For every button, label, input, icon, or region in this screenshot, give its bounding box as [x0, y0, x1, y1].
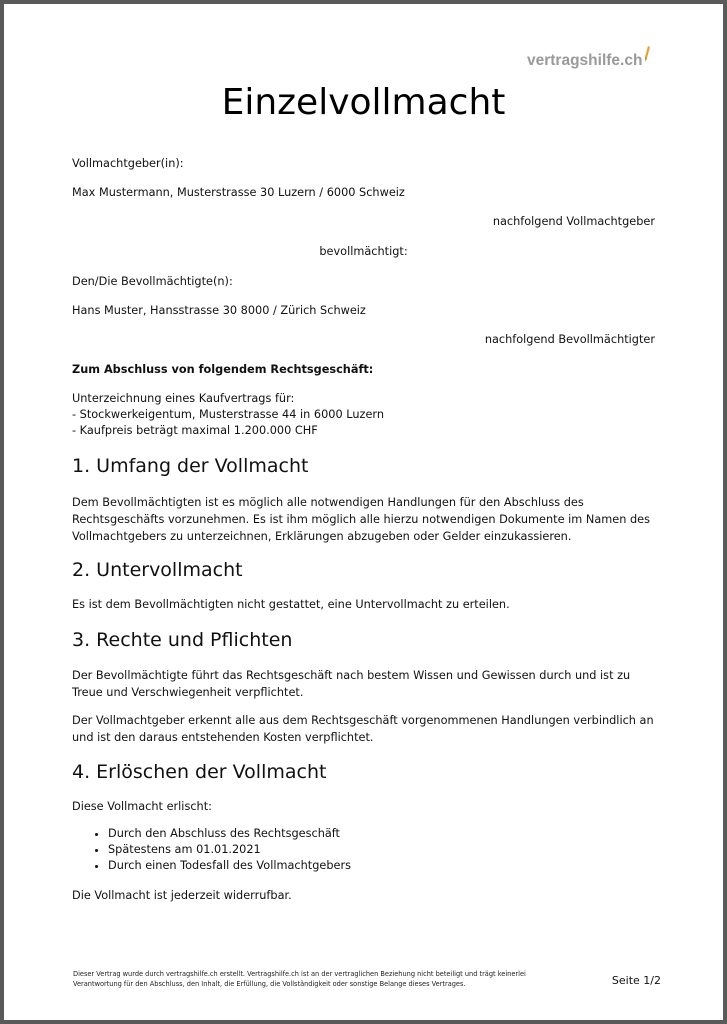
termination-list: [72, 826, 351, 874]
section-heading: 1. Umfang der Vollmacht: [72, 455, 309, 477]
grantor-label: Vollmachtgeber(in):: [72, 157, 184, 170]
grantor-note: nachfolgend Vollmachtgeber: [492, 215, 655, 228]
list-item: • Durch einen Todesfall des Vollmachtgebers: [108, 858, 351, 874]
document-page: [4, 4, 723, 1020]
section-paragraph: Es ist dem Bevollmächtigten nicht gestattet, eine Untervollmacht zu erteilen.: [72, 598, 510, 611]
agent-label: Den/Die Bevollmächtigte(n):: [72, 275, 233, 288]
section-closing: Die Vollmacht ist jederzeit widerrufbar.: [72, 889, 292, 902]
logo-text: vertragshilfe.ch: [527, 52, 643, 69]
section-paragraph: Dem Bevollmächtigten ist es möglich alle notwendigen Handlungen für den Abschluss des Rechtsgeschäfts vorzunehmen. Es ist ihm möglich alle hierzu notwendigen Dokumente im Namen des Vollmachtgebers zu unterzeichnen, Erklärungen abzugeben oder Gelder einzukassieren.: [72, 496, 650, 543]
list-item: • Durch den Abschluss des Rechtsgeschäft: [108, 826, 351, 842]
transaction-line: - Stockwerkeigentum, Musterstrasse 44 in 6000 Luzern: [72, 408, 384, 421]
grantor-value: Max Mustermann, Musterstrasse 30 Luzern / 6000 Schweiz: [72, 186, 405, 199]
authorizes-text: bevollmächtigt:: [319, 245, 408, 258]
transaction-heading: Zum Abschluss von folgendem Rechtsgeschäft:: [72, 363, 374, 376]
section-paragraph: Der Vollmachtgeber erkennt alle aus dem Rechtsgeschäft vorgenommenen Handlungen verbindlich an und ist den daraus entstehenden Kosten verpflichtet.: [72, 714, 654, 744]
section-heading: 2. Untervollmacht: [72, 559, 243, 581]
section-heading: 4. Erlöschen der Vollmacht: [72, 761, 327, 783]
section-paragraph: Der Bevollmächtigte führt das Rechtsgeschäft nach bestem Wissen und Gewissen durch und ist zu Treue und Verschwiegenheit verpflichtet.: [72, 669, 631, 699]
footer-disclaimer: Dieser Vertrag wurde durch vertragshilfe.ch erstellt. Vertragshilfe.ch ist an der vertraglichen Beziehung nicht beteiligt und trägt keinerlei Verantwortung für den Abschluss, den Inhalt, die Erfüllung, die Vollständigkeit oder sonstige Belange dieses Vertrages.: [73, 970, 526, 988]
page-number: Seite 1/2: [611, 974, 661, 987]
transaction-line: - Kaufpreis beträgt maximal 1.200.000 CHF: [72, 424, 318, 437]
section-heading: 3. Rechte und Pflichten: [72, 629, 293, 651]
list-item: • Spätestens am 01.01.2021: [108, 842, 351, 858]
document-title: Einzelvollmacht: [221, 82, 506, 123]
pen-nib-icon: [644, 46, 650, 62]
transaction-line: Unterzeichnung eines Kaufvertrags für:: [72, 392, 295, 405]
agent-note: nachfolgend Bevollmächtigter: [484, 333, 655, 346]
section-intro: Diese Vollmacht erlischt:: [72, 800, 212, 813]
agent-value: Hans Muster, Hansstrasse 30 8000 / Zürich Schweiz: [72, 304, 366, 317]
